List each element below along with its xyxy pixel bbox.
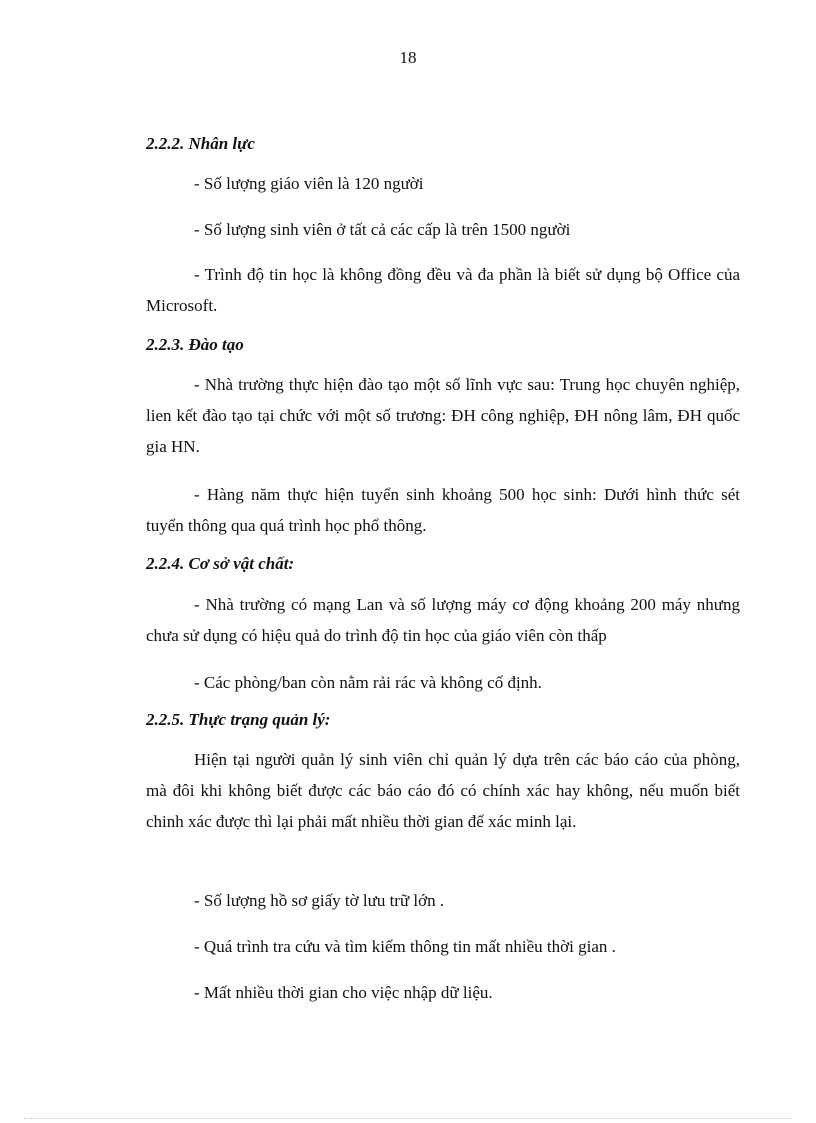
section-heading-thuc-trang: 2.2.5. Thực trạng quản lý: (146, 710, 331, 729)
paragraph: - Nhà trường có mạng Lan và số lượng máy cơ động khoảng 200 máy nhưng chưa sử dụng có hiệu quả do trình độ tin học của giáo viên còn thấp (146, 595, 740, 645)
section-heading-co-so-vat-chat: 2.2.4. Cơ sở vật chất: (146, 554, 295, 573)
paragraph: - Hàng năm thực hiện tuyển sinh khoảng 500 học sinh: Dưới hình thức sét tuyển thông qua quá trình học phổ thông. (146, 485, 740, 535)
paragraph: - Số lượng giáo viên là 120 người (194, 174, 424, 193)
paragraph: - Số lượng sinh viên ở tất cả các cấp là trên 1500 người (194, 220, 571, 239)
paragraph: - Mất nhiều thời gian cho việc nhập dữ liệu. (194, 983, 493, 1002)
paragraph: - Số lượng hồ sơ giấy tờ lưu trữ lớn . (194, 891, 445, 910)
paragraph: - Quá trình tra cứu và tìm kiếm thông tin mất nhiều thời gian . (194, 937, 616, 956)
paragraph: - Trình độ tin học là không đồng đều và đa phần là biết sử dụng bộ Office của Microsoft. (146, 265, 740, 315)
paragraph: - Các phòng/ban còn nằm rải rác và không cố định. (194, 673, 542, 692)
footer-divider (24, 1118, 792, 1119)
page-number: 18 (399, 48, 417, 67)
section-heading-dao-tao: 2.2.3. Đào tạo (146, 335, 244, 354)
paragraph: Hiện tại người quản lý sinh viên chỉ quản lý dựa trên các báo cáo của phòng, mà đôi khi không biết được các báo cáo đó có chính xác hay không, nếu muốn biết chinh xác được thì lại phải mất nhiều thời gian để xác minh lại. (146, 750, 740, 831)
section-heading-nhan-luc: 2.2.2. Nhân lực (146, 134, 255, 153)
paragraph: - Nhà trường thực hiện đào tạo một số lĩnh vực sau: Trung học chuyên nghiệp, lien kết đào tạo tại chức với một số trương: ĐH công nghiệp, ĐH nông lâm, ĐH quốc gia HN. (146, 375, 740, 456)
